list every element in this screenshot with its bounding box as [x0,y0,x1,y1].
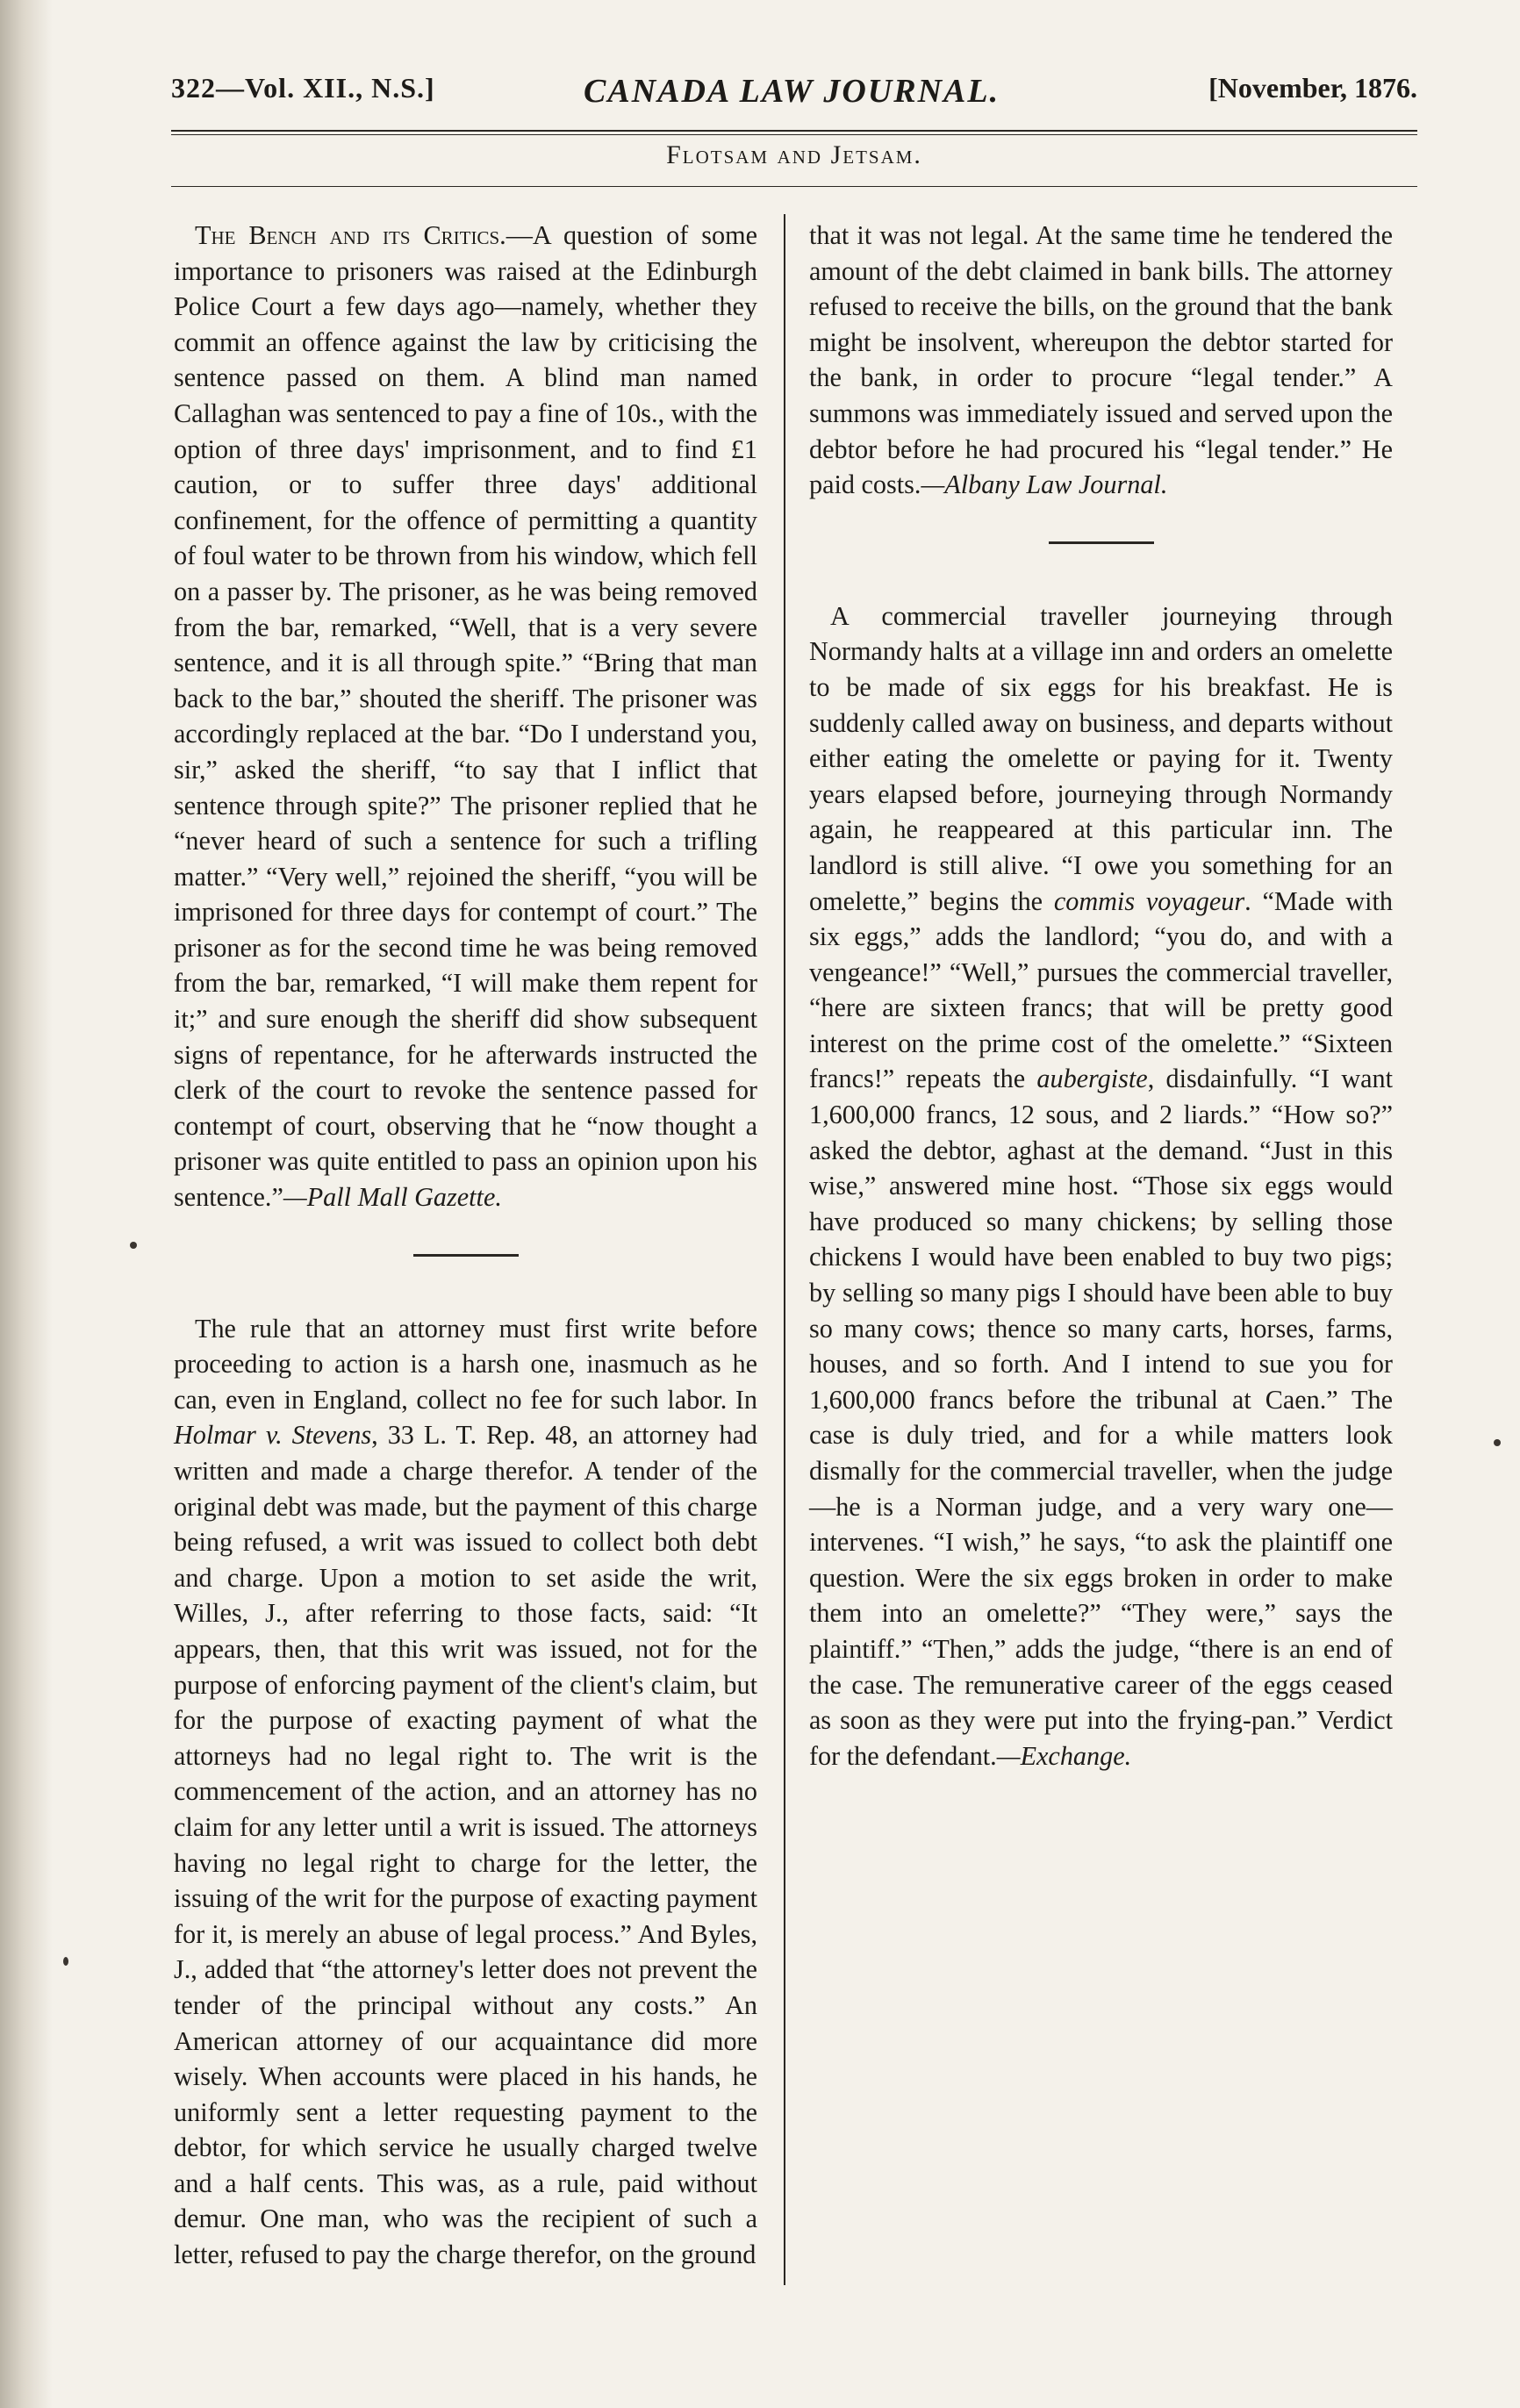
section-rule [171,186,1417,187]
issue-date: [November, 1876. [1208,72,1417,104]
article-separator-2 [1049,541,1154,544]
article-separator [413,1254,519,1257]
binding-shadow [0,0,53,2408]
header-rule [171,130,1417,132]
omelette-article-body-2: . “Made with six eggs,” adds the landlord; “you do, and with a vengeance!” “Well,” pursues the commercial traveller, “here are sixteen francs; that will be pretty good interest on the prime cost of the omelette.” “Sixteen francs!” repeats the [809,885,1394,1094]
omelette-article [809,598,1393,1774]
attorney-article [174,1311,757,2273]
attorney-article-source: —Albany Law Journal. [921,469,1168,500]
omelette-article-body-1: A commercial traveller journeying through Normandy halts at a village inn and orders an omelette to be made of six eggs for his breakfast. He is suddenly called away on business, and departs without either eating the omelette or paying for it. Twenty years elapsed before, journeying through Normandy again, he reappeared at this particular inn. The landlord is still alive. “I owe you something for an omelette,” begins the [809,600,1393,916]
header-rule-thin [171,134,1417,135]
section-title: Flotsam and Jetsam. [666,140,922,169]
bench-article-source: —Pall Mall Gazette. [283,1182,502,1213]
bench-article [174,218,757,1215]
running-header [171,72,1417,125]
omelette-term-aubergiste: aubergiste [1036,1064,1148,1094]
ink-speck [130,1242,137,1249]
attorney-article-continued [809,218,1393,503]
left-column [174,218,757,2273]
attorney-article-body-2: , 33 L. T. Rep. 48, an attorney had written and made a charge therefor. A tender of the original debt was made, but the payment of this charge being refused, a writ was issued to collect both debt and charge. Upon a motion to set aside the writ, Willes, J., after referring to those facts, said: “It appears, then, that this writ was issued, not for the purpose of enforcing payment of the client's claim, but for the purpose of exacting payment of what the attorneys had no legal right to. The writ is the commencement of the action, and an attorney has no claim for any letter until a writ is issued. The attorneys having no legal right to charge for the letter, the issuing of the writ for the purpose of exacting payment for it, is merely an abuse of legal process.” And Byles, J., added that “the attorney's letter does not prevent the tender of the principal without any costs.” An American attorney of our acquaintance did more wisely. When accounts were placed in his hands, he uniformly sent a letter requesting payment to the debtor, for which service he usually charged twelve and a half cents. This was, as a rule, paid without demur. One man, who was the recipient of such a letter, refused to pay the charge therefor, on the ground [174,1420,757,2270]
column-divider [784,214,785,2285]
ink-speck [1494,1439,1501,1446]
journal-title: CANADA LAW JOURNAL. [584,73,1000,110]
omelette-article-source: —Exchange. [996,1740,1132,1771]
right-column [809,218,1393,1774]
omelette-term-commis: commis voyageur [1053,885,1245,916]
attorney-case-name: Holmar v. Stevens [174,1420,372,1451]
ink-speck [63,1957,68,1966]
attorney-article-body-continued: that it was not legal. At the same time he tendered the amount of the debt claimed in bank bills. The attorney refused to receive the bills, on the ground that the bank might be insolvent, whereupon the debtor started for the bank, in order to procure “legal tender.” A summons was immediately issued and served upon the debtor before he had procured his “legal tender.” He paid costs. [809,220,1393,500]
omelette-article-body-3: , disdainfully. “I want 1,600,000 francs, 12 sous, and 2 liards.” “How so?” asked the debtor, aghast at the demand. “Just in this wise,” answered mine host. “Those six eggs would have produced so many chickens; by selling those chickens I would have been enabled to buy two pigs; by selling so many pigs I should have been able to buy so many cows; thence so many carts, horses, farms, houses, and so forth. And I intend to sue you for 1,600,000 francs before the tribunal at Caen.” The case is duly tried, and for a while matters look dismally for the commercial traveller, when the judge—he is a Norman judge, and a very wary one—intervenes. “I wish,” he says, “to ask the plaintiff one question. Were the six eggs broken in order to make them into an omelette?” “They were,” says the plaintiff.” “Then,” adds the judge, “there is an end of the case. The remunerative career of the eggs ceased as soon as they were put into the frying-pan.” Verdict for the defendant. [809,1064,1393,1771]
bench-article-lead: The Bench and its Critics. [195,220,506,250]
attorney-article-body-1: The rule that an attorney must first write before proceeding to action is a harsh one, inasmuch as he can, even in England, collect no fee for such labor. In [174,1313,757,1415]
volume-label: 322—Vol. XII., N.S.] [171,72,435,104]
bench-article-body: —A question of some importance to prisoners was raised at the Edinburgh Police Court a few days ago—namely, whether they commit an offence against the law by criticising the sentence passed on them. A blind man named Callaghan was sentenced to pay a fine of 10s., with the option of three days' imprisonment, and to find £1 caution, or to suffer three days' additional confinement, for the offence of permitting a quantity of foul water to be thrown from his window, which fell on a passer by. The prisoner, as he was being removed from the bar, remarked, “Well, that is a very severe sentence, and it is all through spite.” “Bring that man back to the bar,” shouted the sheriff. The prisoner was accordingly replaced at the bar. “Do I understand you, sir,” asked the sheriff, “to say that I inflict that sentence through spite?” The prisoner replied that he “never heard of such a sentence for such a trifling matter.” “Very well,” rejoined the sheriff, “you will be imprisoned for three days for contempt of court.” The prisoner as for the second time he was being removed from the bar, remarked, “I will make them repent for it;” and sure enough the sheriff did show subsequent signs of repentance, for he afterwards instructed the clerk of the court to revoke the sentence passed for contempt of court, observing that he “now thought a prisoner was quite entitled to pass an opinion upon his sentence.” [174,220,757,1213]
